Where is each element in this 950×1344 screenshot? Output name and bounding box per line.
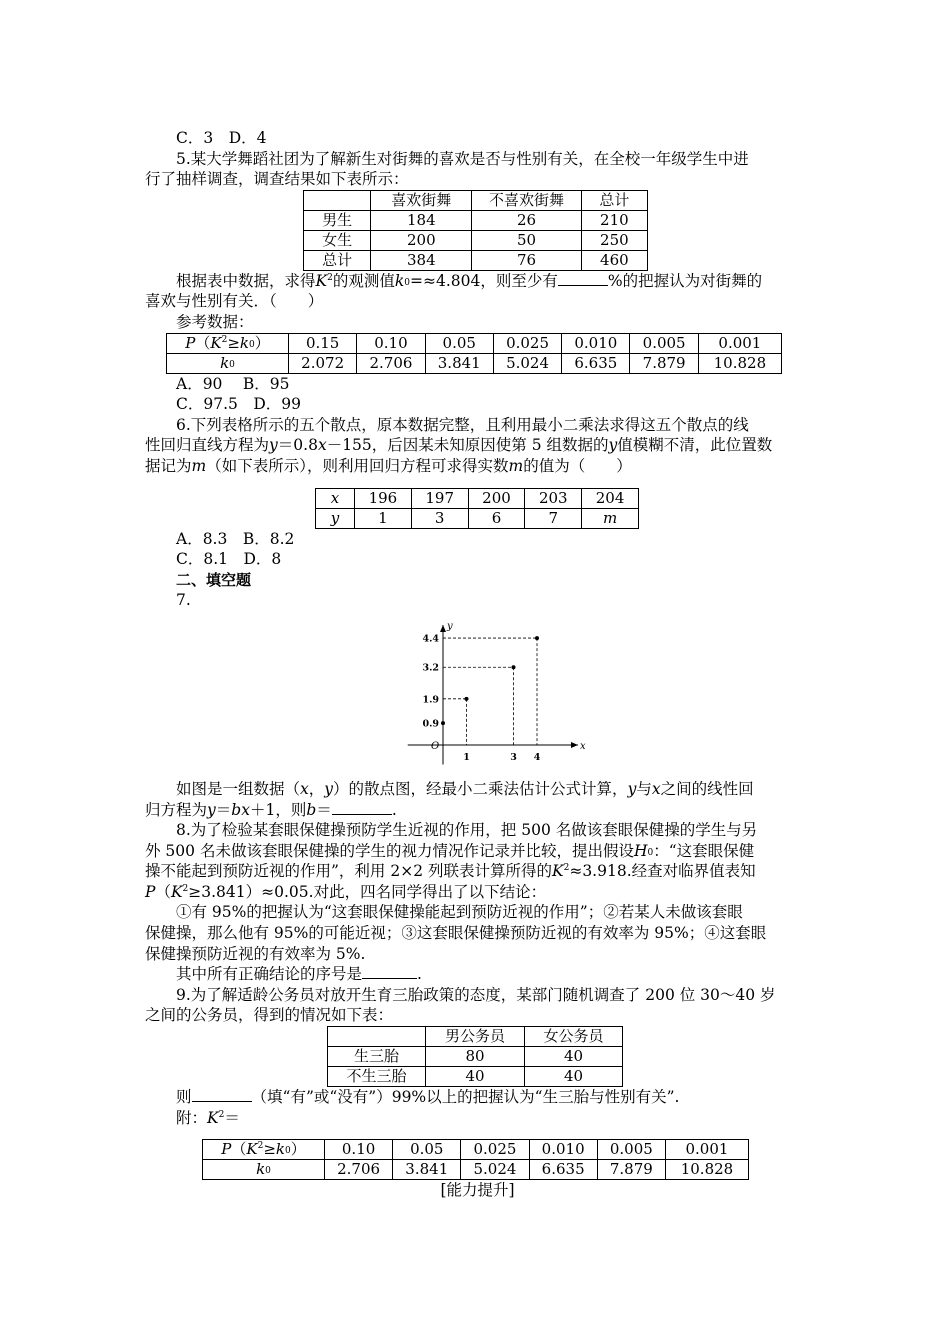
- table-cell: 3.841: [393, 1160, 461, 1180]
- table-cell: m: [582, 508, 639, 528]
- data-point: [535, 636, 539, 640]
- table-cell: 0.10: [325, 1140, 393, 1160]
- q6-options-ab: A．8.3 B．8.2: [176, 529, 295, 548]
- q6-stem-line2: 性回归直线方程为y＝0.8x－155，后因某未知原因使第 5 组数据的y值模糊不清，此位置数: [145, 436, 773, 455]
- table-cell: 196: [355, 488, 412, 508]
- table-cell: 2.072: [289, 353, 357, 373]
- table-cell: 40: [525, 1047, 623, 1067]
- y-tick-label: 1.9: [422, 694, 439, 706]
- table-cell: 0.10: [357, 333, 425, 353]
- table-cell: 1: [355, 508, 412, 528]
- q9-survey-table: [327, 1026, 623, 1087]
- table-cell: 7: [525, 508, 582, 528]
- q7-figure-container: [145, 611, 810, 779]
- table-cell: 0.005: [630, 333, 698, 353]
- table-header: 总计: [581, 190, 647, 210]
- table-cell: 6.635: [562, 353, 630, 373]
- q5-survey-table: [303, 190, 648, 271]
- q5-result-line1: 根据表中数据，求得$K^2$的观测值$k_0=\approx 4.804$，则至少有 %的把握认为对街舞的: [176, 271, 763, 290]
- table-cell: 生三胎: [328, 1047, 426, 1067]
- table-cell: 10.828: [665, 1160, 748, 1180]
- table-cell: 2.706: [325, 1160, 393, 1180]
- q5-options-ab: A．90 B．95: [176, 374, 290, 393]
- answer-blank[interactable]: [362, 964, 417, 979]
- table-cell: 7.879: [597, 1160, 665, 1180]
- y-axis-arrow: [440, 625, 446, 632]
- table-cell: 10.828: [698, 353, 781, 373]
- q9-line2: 之间的公务员，得到的情况如下表：: [145, 1006, 394, 1025]
- table-cell: 6: [468, 508, 525, 528]
- table-cell: 40: [525, 1067, 623, 1087]
- q5-stem-line1: 5.某大学舞蹈社团为了解新生对街舞的喜欢是否与性别有关，在全校一年级学生中进: [176, 149, 749, 168]
- table-cell: 0.025: [461, 1140, 529, 1160]
- table-cell: 0.025: [493, 333, 561, 353]
- answer-blank[interactable]: [558, 271, 608, 286]
- q7-text-line1: 如图是一组数据（x，y）的散点图，经最小二乘法估计公式计算，y与x之间的线性回: [176, 779, 754, 798]
- table-cell: 384: [371, 250, 472, 270]
- q8-line6: 保健操，那么他有 95%的可能近视；③这套眼保健操预防近视的有效率为 95%；④这套眼: [145, 924, 767, 943]
- table-cell: 210: [581, 210, 647, 230]
- table-cell: 0.005: [597, 1140, 665, 1160]
- q8-line4: $P(K^2\ge 3.841)\approx 0.05$.对此，四名同学得出了以下结论：: [145, 882, 547, 901]
- table-header: 女公务员: [525, 1027, 623, 1047]
- y-tick-label: 3.2: [422, 662, 439, 674]
- table-cell: 200: [371, 230, 472, 250]
- table-cell: 0.010: [562, 333, 630, 353]
- document-page: [145, 128, 810, 1201]
- data-point: [465, 697, 469, 701]
- q6-stem-line3: 据记为m（如下表所示），则利用回归方程可求得实数m的值为（ ）: [145, 456, 632, 475]
- q5-result-line2: 喜欢与性别有关．（ ）: [145, 292, 324, 311]
- table-cell: 0.05: [425, 333, 493, 353]
- q5-reference-label: 参考数据：: [176, 312, 254, 331]
- y-tick-label: 0.9: [422, 718, 439, 730]
- q9-reference-table: [202, 1139, 749, 1180]
- table-cell: 197: [411, 488, 468, 508]
- answer-blank[interactable]: [332, 800, 392, 815]
- table-header: $k_0$: [203, 1160, 325, 1180]
- q9-line4: 附：$K^2=$: [176, 1108, 240, 1127]
- q8-line7: 保健操预防近视的有效率为 5%.: [145, 944, 366, 963]
- section-title-fill-in: 二、填空题: [176, 570, 252, 589]
- table-cell: 5.024: [493, 353, 561, 373]
- table-cell: 0.010: [529, 1140, 597, 1160]
- q8-line5: ①有 95%的把握认为“这套眼保健操能起到预防近视的作用”；②若某人未做该套眼: [176, 903, 743, 922]
- table-header: y: [316, 508, 355, 528]
- table-header: $k_0$: [167, 353, 289, 373]
- section-footer-ability: [能力提升]: [440, 1181, 515, 1200]
- answer-blank[interactable]: [192, 1087, 252, 1102]
- table-cell: 0.001: [698, 333, 781, 353]
- y-tick-label: 4.4: [422, 633, 439, 645]
- table-cell: 0.15: [289, 333, 357, 353]
- q8-line3: 操不能起到预防近视的作用”，利用 2×2 列联表计算所得的$K^2\approx 3.918$.经查对临界值表知: [145, 862, 756, 881]
- table-cell: 200: [468, 488, 525, 508]
- table-cell: 6.635: [529, 1160, 597, 1180]
- table-cell: 80: [426, 1047, 525, 1067]
- table-cell: 184: [371, 210, 472, 230]
- data-point: [512, 665, 516, 669]
- q7-text-line2: 归方程为y＝bx＋1，则b＝ .: [145, 800, 397, 819]
- origin-label: O: [431, 740, 440, 752]
- table-cell: 0.05: [393, 1140, 461, 1160]
- q9-line1: 9.为了解适龄公务员对放开生育三胎政策的态度，某部门随机调查了 200 位 30～40 岁: [176, 985, 776, 1004]
- q6-options-cd: C．8.1 D．8: [176, 550, 282, 569]
- q8-line8: 其中所有正确结论的序号是 .: [176, 965, 422, 984]
- table-cell: 204: [582, 488, 639, 508]
- x-axis-arrow: [571, 742, 578, 748]
- table-header: $P(K^2\ge k_0)$: [203, 1140, 325, 1160]
- table-header: $P(K^2\ge k_0)$: [167, 333, 289, 353]
- q4-options: C．3 D．4: [176, 129, 267, 147]
- table-cell: 3: [411, 508, 468, 528]
- q8-line2: 外 500 名未做该套眼保健操的学生的视力情况作记录并比较，提出假设$H_0$：“这套眼保健: [145, 841, 755, 860]
- table-cell: 460: [581, 250, 647, 270]
- q8-line1: 8.为了检验某套眼保健操预防学生近视的作用，把 500 名做该套眼保健操的学生与另: [176, 821, 758, 840]
- table-cell: 250: [581, 230, 647, 250]
- q6-stem-line1: 6.下列表格所示的五个散点，原本数据完整，且利用最小二乘法求得这五个散点的线: [176, 415, 749, 434]
- table-cell: 50: [472, 230, 581, 250]
- q7-number: 7.: [176, 591, 191, 610]
- table-cell: 总计: [304, 250, 371, 270]
- table-cell: [304, 190, 371, 210]
- y-axis-label: y: [447, 620, 453, 632]
- q6-data-table: [315, 488, 639, 529]
- table-cell: 男生: [304, 210, 371, 230]
- table-cell: [328, 1027, 426, 1047]
- table-header: x: [316, 488, 355, 508]
- q7-scatter-chart: [403, 617, 588, 777]
- table-header: 男公务员: [426, 1027, 525, 1047]
- table-header: 不喜欢街舞: [472, 190, 581, 210]
- table-cell: 0.001: [665, 1140, 748, 1160]
- table-cell: 5.024: [461, 1160, 529, 1180]
- data-point: [441, 721, 445, 725]
- table-cell: 7.879: [630, 353, 698, 373]
- table-cell: 3.841: [425, 353, 493, 373]
- x-axis-label: x: [580, 740, 586, 752]
- x-tick-label: 4: [533, 751, 541, 763]
- x-tick-label: 3: [510, 751, 517, 763]
- table-cell: 2.706: [357, 353, 425, 373]
- q5-options-cd: C．97.5 D．99: [176, 395, 302, 414]
- q5-stem-line2: 行了抽样调查，调查结果如下表所示：: [145, 170, 409, 189]
- table-cell: 203: [525, 488, 582, 508]
- q9-line3: 则 （填“有”或“没有”）99%以上的把握认为“生三胎与性别有关”.: [176, 1088, 680, 1107]
- q5-reference-table: [166, 333, 782, 374]
- table-cell: 女生: [304, 230, 371, 250]
- table-cell: 26: [472, 210, 581, 230]
- table-cell: 76: [472, 250, 581, 270]
- table-cell: 40: [426, 1067, 525, 1087]
- table-header: 喜欢街舞: [371, 190, 472, 210]
- x-tick-label: 1: [463, 751, 470, 763]
- table-cell: 不生三胎: [328, 1067, 426, 1087]
